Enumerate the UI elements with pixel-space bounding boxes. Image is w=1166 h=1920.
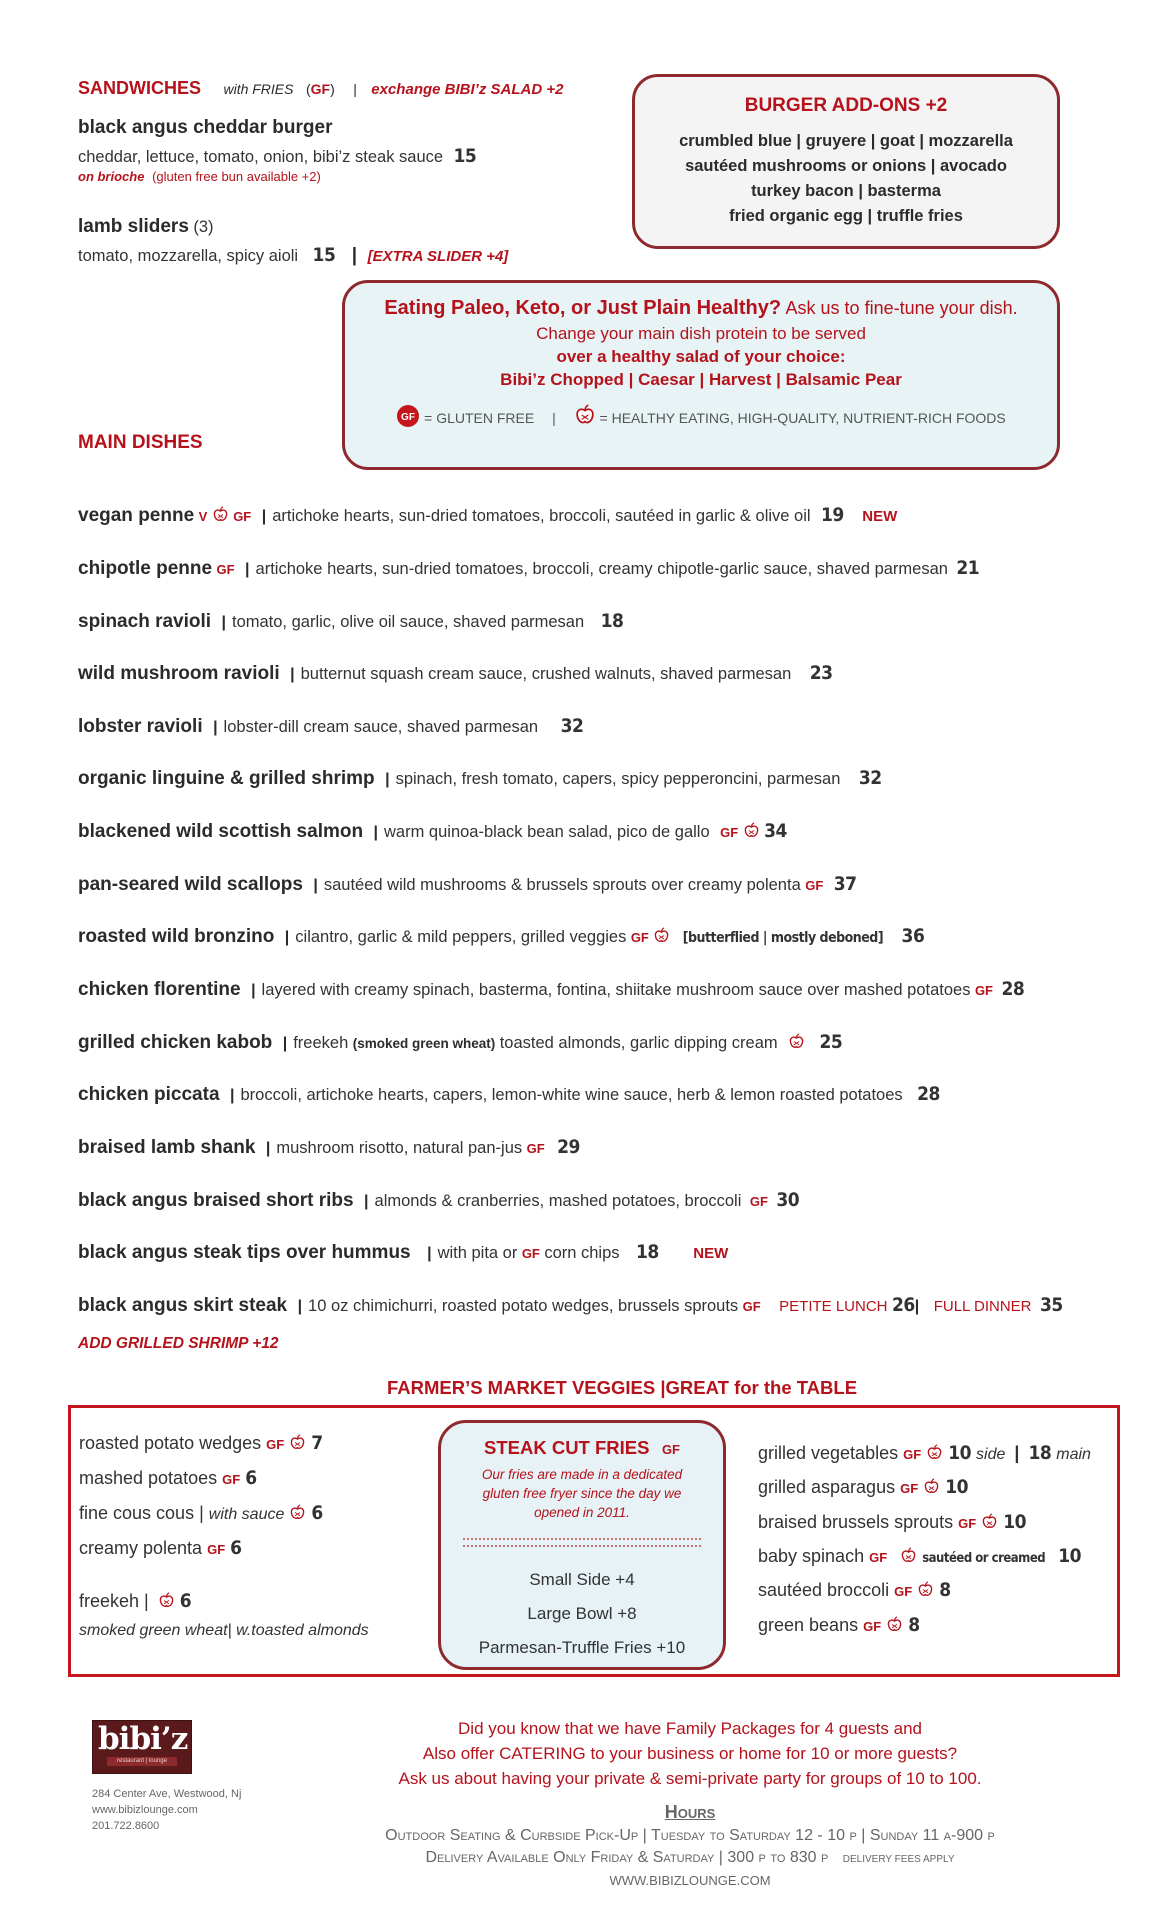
dish-row	[78, 873, 857, 896]
apple-icon	[886, 1616, 903, 1633]
veg-main: main	[1056, 1446, 1091, 1463]
veg-item	[758, 1442, 1091, 1464]
divider: |	[353, 81, 357, 97]
logo-text: bibi’z	[98, 1721, 188, 1757]
gf-label: GF	[742, 1299, 761, 1314]
dish-name: roasted wild bronzino	[78, 926, 275, 947]
dish-name: chicken florentine	[78, 979, 241, 1000]
dish-price: 23	[809, 662, 833, 684]
dish-name: chicken piccata	[78, 1084, 220, 1105]
gf-label: GF	[900, 1481, 919, 1496]
divider: |	[351, 245, 358, 266]
item-price: 15	[453, 145, 477, 167]
dish-price: 18	[635, 1241, 659, 1263]
item-name: lamb sliders	[78, 216, 189, 237]
veg-note: sautéed or creamed	[922, 1551, 1046, 1566]
steak-cut-fries-box	[438, 1420, 726, 1670]
veg-name: grilled asparagus	[758, 1477, 896, 1497]
divider: |	[261, 508, 267, 525]
dish-desc: corn chips	[544, 1244, 620, 1262]
dish-desc-bold: (smoked green wheat)	[352, 1036, 496, 1051]
veg-price: 10	[945, 1476, 968, 1498]
wavy-divider	[463, 1538, 701, 1547]
apple-icon	[574, 404, 596, 426]
main-dishes-title: MAIN DISHES	[78, 432, 203, 453]
gf-label: GF	[720, 825, 739, 840]
paren: )	[330, 81, 335, 97]
dish-row	[78, 1031, 842, 1054]
dish-price: 25	[819, 1031, 843, 1053]
dish-row	[78, 1294, 1063, 1317]
dish-name: chipotle penne	[78, 558, 213, 579]
fries-text: Our fries are made in a dedicated gluten free fryer since the day we opened in 2011.	[481, 1467, 683, 1520]
legend-divider: |	[552, 410, 556, 426]
divider: |	[364, 1193, 369, 1210]
delivery-fees: DELIVERY FEES APPLY	[842, 1854, 955, 1865]
dish-name: vegan penne	[78, 505, 195, 526]
gf-label: GF	[749, 1194, 768, 1209]
apple-icon	[981, 1513, 998, 1530]
hours-line: Delivery Available Only Friday & Saturday | 300 p to 830 p	[425, 1849, 829, 1866]
dish-price: 35	[1039, 1294, 1063, 1316]
paleo-headline-rest: Ask us to fine-tune your dish.	[785, 298, 1018, 318]
dish-price: 30	[776, 1189, 800, 1211]
item-note: (gluten free bun available +2)	[152, 169, 321, 184]
dish-row	[78, 978, 1024, 1001]
item-note-bold: on brioche	[78, 169, 145, 184]
dish-desc: mushroom risotto, natural pan-jus	[276, 1139, 523, 1157]
contact-info	[92, 1786, 241, 1834]
dish-price: 29	[557, 1136, 580, 1158]
veg-price: 7	[311, 1432, 323, 1454]
apple-icon	[788, 1033, 805, 1050]
addons-line: fried organic egg | truffle fries	[729, 207, 963, 225]
addons-line: turkey bacon | basterma	[751, 182, 941, 200]
veg-item	[758, 1579, 951, 1601]
hours-line: Outdoor Seating & Curbside Pick-Up | Tuesday to Saturday 12 - 10 p | Sunday 11 a-900 p	[385, 1827, 995, 1844]
gf-label: GF	[233, 509, 252, 524]
dish-desc: layered with creamy spinach, basterma, fontina, shiitake mushroom sauce over mashed potatoes	[261, 981, 971, 999]
phone: 201.722.8600	[92, 1820, 160, 1832]
apple-icon	[923, 1478, 940, 1495]
dish-name: blackened wild scottish salmon	[78, 821, 364, 842]
veg-name: roasted potato wedges	[79, 1433, 262, 1453]
gf-label: GF	[521, 1246, 540, 1261]
veg-price: 10	[1058, 1545, 1081, 1567]
apple-icon	[653, 927, 670, 944]
addons-line: sautéed mushrooms or onions | avocado	[685, 157, 1007, 175]
full-dinner-label: FULL DINNER	[933, 1298, 1032, 1315]
veg-item	[79, 1590, 191, 1612]
hours-title: Hours	[664, 1802, 716, 1822]
dish-row	[78, 1189, 799, 1212]
apple-icon	[917, 1581, 934, 1598]
dish-row	[78, 715, 583, 738]
paleo-line: Change your main dish protein to be served	[536, 324, 866, 343]
promo-line: Also offer CATERING to your business or home for 10 or more guests?	[422, 1744, 958, 1763]
fries-title: STEAK CUT FRIES	[484, 1437, 650, 1458]
veg-price: 8	[908, 1614, 920, 1636]
dish-price: 28	[1001, 978, 1025, 1000]
dish-row	[78, 504, 897, 527]
divider: |	[385, 771, 390, 788]
dish-desc: with pita or	[437, 1244, 518, 1262]
item-desc: tomato, mozzarella, spicy aioli	[78, 247, 299, 265]
veg-name: creamy polenta	[79, 1538, 203, 1558]
divider: |	[313, 877, 318, 894]
veg-price: 10	[948, 1442, 971, 1464]
hours-block	[260, 1802, 1120, 1888]
dish-name: black angus braised short ribs	[78, 1190, 354, 1211]
divider: |	[221, 614, 226, 631]
with-fries: with FRIES	[223, 81, 294, 97]
exchange-salad: exchange BIBI’z SALAD +2	[371, 81, 564, 98]
veg-item	[758, 1476, 968, 1498]
legend	[345, 404, 1057, 428]
dish-desc: broccoli, artichoke hearts, capers, lemon-white wine sauce, herb & lemon roasted potatoes	[240, 1086, 903, 1104]
veg-price: 6	[311, 1502, 323, 1524]
item-price: 15	[312, 244, 336, 266]
dish-name: grilled chicken kabob	[78, 1032, 273, 1053]
dish-row	[78, 1241, 728, 1264]
dish-row	[78, 557, 979, 580]
address: 284 Center Ave, Westwood, Nj	[92, 1788, 242, 1800]
sandwiches-header	[78, 78, 563, 99]
dish-desc: tomato, garlic, olive oil sauce, shaved parmesan	[231, 613, 585, 631]
dish-desc: cilantro, garlic & mild peppers, grilled veggies	[295, 928, 627, 946]
new-badge: NEW	[693, 1245, 729, 1262]
dish-price: 36	[901, 925, 925, 947]
dish-price: 19	[821, 504, 844, 526]
legend-healthy: = HEALTHY EATING, HIGH-QUALITY, NUTRIENT-RICH FOODS	[599, 410, 1006, 426]
gf-label: GF	[630, 930, 649, 945]
dish-name: lobster ravioli	[78, 716, 203, 737]
paleo-salads: Bibi’z Chopped | Caesar | Harvest | Balsamic Pear	[500, 370, 902, 389]
petite-lunch-label: PETITE LUNCH	[779, 1298, 888, 1315]
veg-name: freekeh |	[79, 1591, 149, 1611]
gf-label: GF	[958, 1516, 977, 1531]
extra-slider: [EXTRA SLIDER +4]	[367, 248, 509, 265]
veg-price: 10	[1003, 1511, 1026, 1533]
addons-line: crumbled blue | gruyere | goat | mozzarella	[679, 132, 1013, 150]
dish-row	[78, 1083, 940, 1106]
gluten-free-badge-icon	[396, 404, 420, 428]
dish-price: 34	[764, 820, 787, 842]
veg-price: 6	[179, 1590, 192, 1612]
dish-name: black angus skirt steak	[78, 1295, 288, 1316]
veg-note: with sauce	[208, 1506, 285, 1523]
dish-desc: almonds & cranberries, mashed potatoes, broccoli	[374, 1192, 742, 1210]
divider: |	[213, 719, 218, 736]
apple-icon	[289, 1434, 306, 1451]
dish-name: wild mushroom ravioli	[78, 663, 280, 684]
gf-label: GF	[207, 1542, 226, 1557]
paren: (	[305, 81, 311, 97]
fries-option: Large Bowl +8	[527, 1604, 637, 1623]
divider: |	[290, 666, 295, 683]
promo-block	[260, 1716, 1120, 1791]
veg-note: smoked green wheat| w.toasted almonds	[79, 1622, 369, 1639]
divider: |	[282, 1035, 288, 1052]
divider: |	[229, 1087, 235, 1104]
dish-row	[78, 1136, 580, 1159]
menu-item-burger	[78, 117, 476, 184]
dish-desc: toasted almonds, garlic dipping cream	[499, 1034, 778, 1052]
dish-desc: freekeh	[293, 1034, 349, 1052]
item-count: (3)	[193, 218, 214, 236]
gf-label: GF	[869, 1550, 888, 1565]
gf-label: GF	[661, 1442, 680, 1457]
dish-desc: spinach, fresh tomato, capers, spicy pepperoncini, parmesan	[395, 770, 841, 788]
veg-item	[758, 1614, 920, 1636]
dish-price: 32	[560, 715, 584, 737]
dish-row	[78, 820, 787, 843]
dish-desc: sautéed wild mushrooms & brussels sprouts over creamy polenta	[323, 876, 801, 894]
gf-label: GF	[974, 983, 993, 998]
dish-price: 28	[917, 1083, 940, 1105]
divider: |	[245, 561, 250, 578]
item-desc: cheddar, lettuce, tomato, onion, bibi’z steak sauce	[78, 148, 444, 166]
apple-icon	[743, 822, 760, 839]
veg-name: sautéed broccoli	[758, 1580, 890, 1600]
veg-name: grilled vegetables	[758, 1443, 899, 1463]
gf-label: GF	[216, 562, 235, 577]
paleo-headline: Eating Paleo, Keto, or Just Plain Healthy?	[384, 297, 782, 319]
gf-label: GF	[222, 1472, 241, 1487]
fries-option: Small Side +4	[529, 1570, 635, 1589]
promo-line: Ask us about having your private & semi-private party for groups of 10 to 100.	[398, 1769, 982, 1788]
veg-price: 8	[939, 1579, 951, 1601]
dish-price: 37	[833, 873, 857, 895]
dish-desc: warm quinoa-black bean salad, pico de gallo	[384, 823, 710, 841]
veg-price: 18	[1028, 1442, 1052, 1464]
veg-item	[79, 1467, 257, 1489]
dish-desc: butternut squash cream sauce, crushed walnuts, shaved parmesan	[300, 665, 792, 683]
veg-item	[758, 1511, 1026, 1533]
dish-price: 32	[858, 767, 882, 789]
fries-option: Parmesan-Truffle Fries +10	[478, 1638, 686, 1657]
veg-item	[79, 1502, 323, 1524]
apple-icon	[289, 1504, 306, 1521]
dish-name: braised lamb shank	[78, 1137, 256, 1158]
dish-price: 26	[891, 1294, 915, 1316]
apple-icon	[926, 1444, 943, 1461]
paleo-line: over a healthy salad of your choice:	[556, 347, 846, 366]
menu-item-lamb-sliders	[78, 216, 508, 267]
veg-item	[79, 1432, 323, 1454]
dish-extra: [butterflied | mostly deboned]	[682, 930, 884, 946]
gf-label: GF	[894, 1584, 913, 1599]
divider: |	[297, 1298, 303, 1315]
dish-name: organic linguine & grilled shrimp	[78, 768, 375, 789]
legend-gf: = GLUTEN FREE	[424, 410, 535, 426]
logo	[92, 1720, 192, 1774]
dish-row	[78, 610, 623, 633]
gf-label: GF	[310, 81, 331, 97]
dish-desc: lobster-dill cream sauce, shaved parmesan	[223, 718, 539, 736]
addons-title: BURGER ADD-ONS +2	[744, 95, 948, 116]
dish-desc: artichoke hearts, sun-dried tomatoes, broccoli, sautéed in garlic & olive oil	[272, 507, 811, 525]
divider: |	[251, 982, 256, 999]
veg-price: 6	[245, 1467, 257, 1489]
veg-name: mashed potatoes	[79, 1468, 218, 1488]
divider: |	[1014, 1443, 1020, 1463]
gf-label: GF	[903, 1447, 922, 1462]
apple-icon	[900, 1547, 917, 1564]
veg-item	[758, 1545, 1081, 1567]
burger-addons-box	[632, 74, 1060, 249]
veg-name: braised brussels sprouts	[758, 1512, 954, 1532]
divider: |	[427, 1245, 432, 1262]
dish-desc: 10 oz chimichurri, roasted potato wedges, brussels sprouts	[308, 1297, 739, 1315]
divider: |	[265, 1140, 271, 1157]
apple-icon	[212, 506, 229, 523]
veg-side: side	[976, 1446, 1006, 1463]
dish-price: 21	[956, 557, 980, 579]
veg-name: green beans	[758, 1615, 859, 1635]
veg-name: fine cous cous |	[79, 1503, 204, 1523]
new-badge: NEW	[862, 508, 898, 525]
dish-name: pan-seared wild scallops	[78, 874, 303, 895]
veg-price: 6	[230, 1537, 242, 1559]
vegan-label: V	[198, 509, 208, 524]
divider: |	[373, 824, 379, 841]
gf-label: GF	[863, 1619, 882, 1634]
divider: |	[914, 1298, 920, 1315]
dish-row	[78, 925, 924, 948]
add-shrimp: ADD GRILLED SHRIMP +12	[78, 1335, 279, 1352]
website[interactable]: WWW.BIBIZLOUNGE.COM	[609, 1873, 771, 1888]
dish-price: 18	[600, 610, 624, 632]
item-name: black angus cheddar burger	[78, 117, 333, 138]
gf-label: GF	[805, 878, 824, 893]
dish-row	[78, 767, 882, 790]
veggies-title: FARMER’S MARKET VEGGIES |GREAT for the TABLE	[386, 1377, 858, 1398]
dish-desc: artichoke hearts, sun-dried tomatoes, broccoli, creamy chipotle-garlic sauce, shaved parmesan	[255, 560, 948, 578]
dish-row	[78, 662, 833, 685]
dish-name: spinach ravioli	[78, 611, 212, 632]
apple-icon	[158, 1592, 175, 1609]
veg-item	[79, 1537, 242, 1559]
divider: |	[284, 929, 290, 946]
promo-line: Did you know that we have Family Packages for 4 guests and	[458, 1719, 922, 1738]
website-small: www.bibizlounge.com	[92, 1804, 198, 1816]
gf-label: GF	[526, 1141, 545, 1156]
gf-label: GF	[266, 1437, 285, 1452]
sandwiches-title: SANDWICHES	[78, 78, 202, 98]
dish-name: black angus steak tips over hummus	[78, 1242, 411, 1263]
logo-subtext: restaurant | lounge	[107, 1757, 177, 1766]
veg-name: baby spinach	[758, 1546, 865, 1566]
healthy-options-box	[342, 280, 1060, 470]
